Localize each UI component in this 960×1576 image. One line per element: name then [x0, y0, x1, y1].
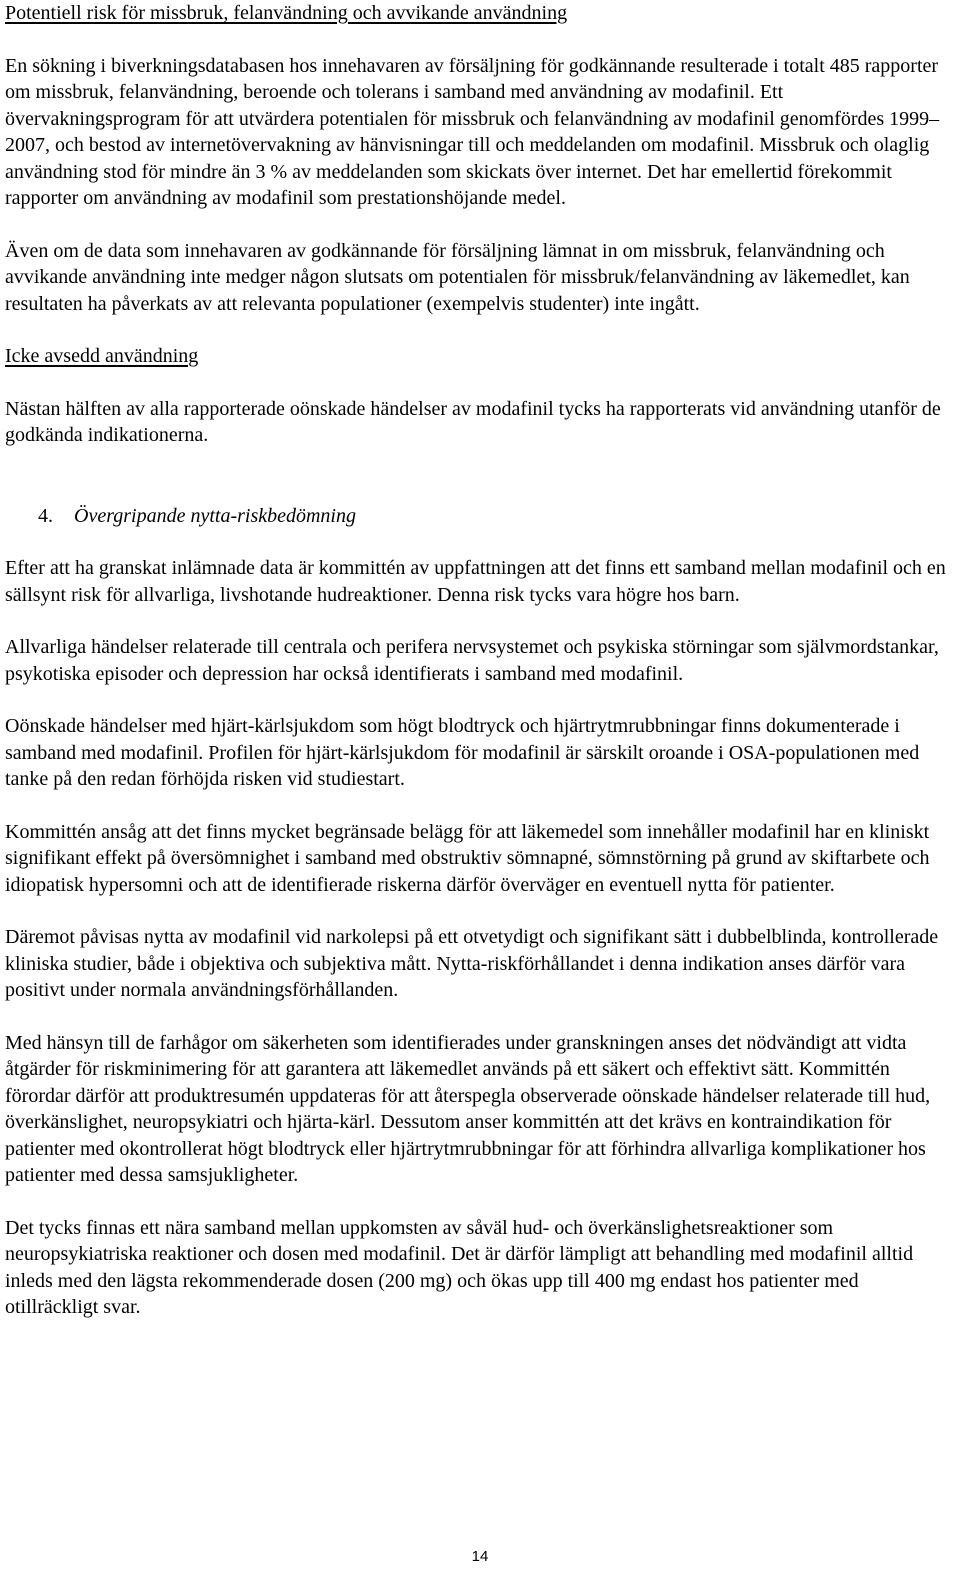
document-page — [5, 0, 955, 1321]
paragraph-skin-reactions: Efter att ha granskat inlämnade data är kommittén av uppfattningen att det finns ett samband mellan modafinil och en sällsynt risk för allvarliga, livshotande hudreaktioner. Denna risk tycks vara högre hos barn. — [5, 557, 946, 606]
paragraph-off-label-use: Nästan hälften av alla rapporterade oönskade händelser av modafinil tycks ha rapporterats vid användning utanför de godkända indikationerna. — [5, 397, 941, 446]
section-heading — [5, 503, 955, 530]
heading-off-label-use: Icke avsedd användning — [5, 345, 199, 367]
paragraph-narcolepsy-benefit: Däremot påvisas nytta av modafinil vid narkolepsi på ett otvetydigt och signifikant sätt i dubbelblinda, kontrollerade kliniska studier, både i objektiva och subjektiva mått. Nytta-riskförhållandet i denna indikation anses därför vara positivt under normala användningsförhållanden. — [5, 926, 939, 1001]
paragraph-neuropsychiatric-events: Allvarliga händelser relaterade till centrala och perifera nervsystemet och psykiska störningar som självmordstankar, psykotiska episoder och depression har också identifierats i samband med modafinil. — [5, 636, 939, 685]
paragraph-misuse-database: En sökning i biverkningsdatabasen hos innehavaren av försäljning för godkännande resulterade i totalt 485 rapporter om missbruk, felanvändning, beroende och tolerans i samband med användning av modafinil. Ett övervakningsprogram för att utvärdera potentialen för missbruk och felanvändning av modafinil genomfördes 1999–2007, och bestod av internetövervakning av hänvisningar till och meddelanden om modafinil. Missbruk och olaglig användning stod för mindre än 3 % av meddelanden som skickats över internet. Det har emellertid förekommit rapporter om användning av modafinil som prestationshöjande medel. — [5, 54, 940, 209]
section-title: Övergripande nytta-riskbedömning — [74, 504, 356, 527]
paragraph-limited-evidence: Kommittén ansåg att det finns mycket begränsade belägg för att läkemedel som innehåller modafinil har en kliniskt signifikant effekt på översömnighet i samband med obstruktiv sömnapné, sömnstörning på grund av skiftarbete och idiopatisk hypersomni och att de identifierade riskerna därför överväger en eventuell nytta för patienter. — [5, 820, 930, 896]
heading-misuse: Potentiell risk för missbruk, felanvändning och avvikande användning — [5, 2, 568, 24]
section-number: 4. — [38, 504, 53, 527]
paragraph-cardiovascular-events: Oönskade händelser med hjärt-kärlsjukdom som högt blodtryck och hjärtrytmrubbningar finns dokumenterade i samband med modafinil. Profilen för hjärt-kärlsjukdom för modafinil är särskilt oroande i OSA-populationen med tanke på den redan förhöjda risken vid studiestart. — [5, 715, 920, 790]
paragraph-misuse-limitations: Även om de data som innehavaren av godkännande för försäljning lämnat in om missbruk, felanvändning och avvikande användning inte medger någon slutsats om potentialen för missbruk/felanvändning av läkemedlet, kan resultaten ha påverkats av att relevanta populationer (exempelvis studenter) inte ingått. — [5, 239, 910, 315]
page-number: 14 — [471, 1548, 489, 1565]
paragraph-risk-minimisation: Med hänsyn till de farhågor om säkerheten som identifierades under granskningen anses det nödvändigt att vidta åtgärder för riskminimering för att garantera att läkemedlet används på ett säkert och effektivt sätt. Kommittén förordar därför att produktresumén uppdateras för att återspegla observerade oönskade händelser relaterade till hud, överkänslighet, neuropsykiatri och hjärta-kärl. Dessutom anser kommittén att det krävs en kontraindikation för patienter med okontrollerat högt blodtryck eller hjärtrytmrubbningar för att förhindra allvarliga komplikationer hos patienter med dessa samsjukligheter. — [5, 1031, 931, 1186]
paragraph-dose-relationship: Det tycks finnas ett nära samband mellan uppkomsten av såväl hud- och överkänslighetsreaktioner som neuropsykiatriska reaktioner och dosen med modafinil. Det är därför lämpligt att behandling med modafinil alltid inleds med den lägsta rekommenderade dosen (200 mg) och ökas upp till 400 mg endast hos patienter med otillräckligt svar. — [5, 1216, 914, 1318]
